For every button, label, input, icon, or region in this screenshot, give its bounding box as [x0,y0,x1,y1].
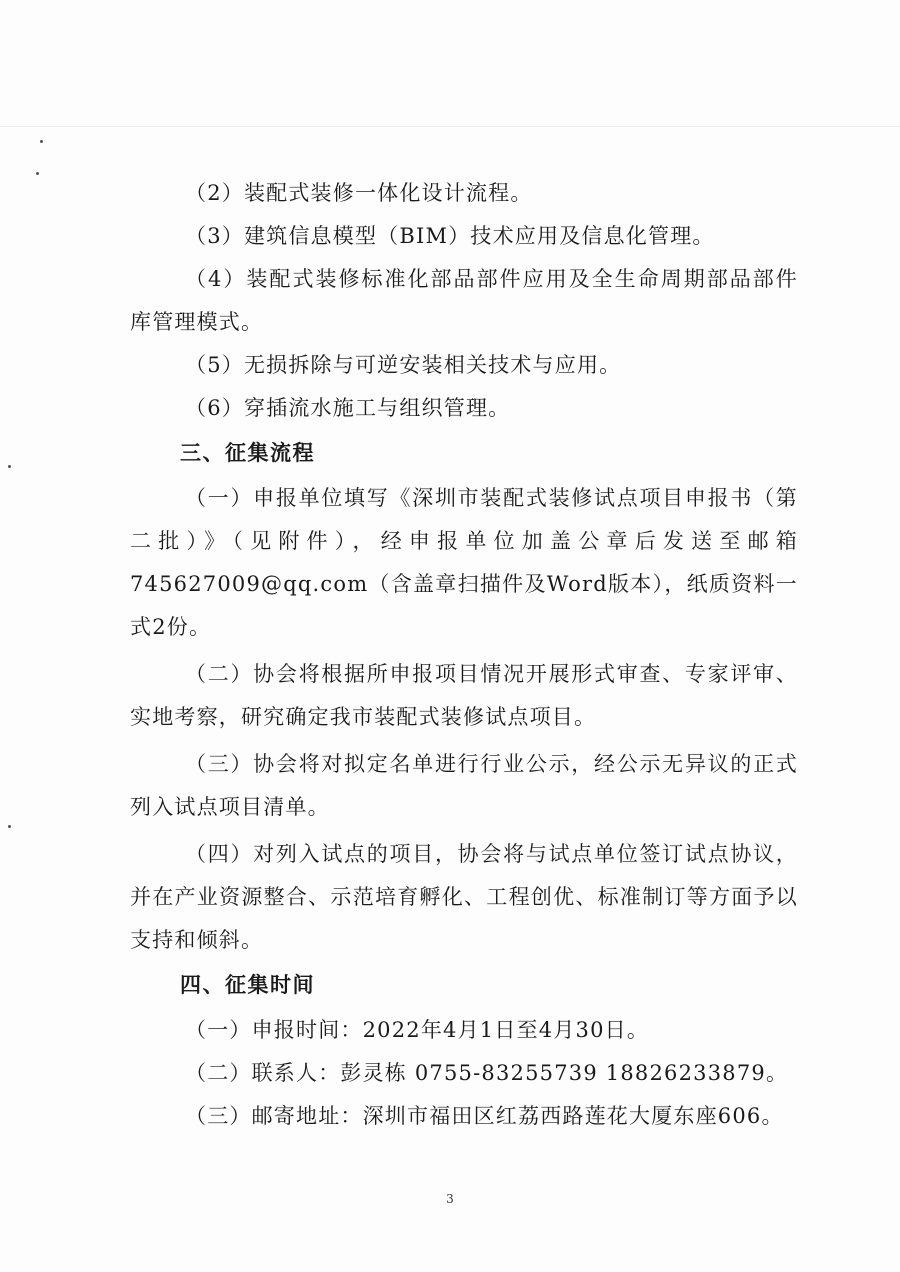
list-item: （2）装配式装修一体化设计流程。 [185,181,533,205]
section-heading: 三、征集流程 [180,441,315,465]
margin-dot [8,825,11,828]
paragraph: （三）邮寄地址：深圳市福田区红荔西路莲花大厦东座606。 [185,1104,784,1128]
page-number: 3 [446,1192,454,1206]
section-heading: 四、征集时间 [180,973,315,997]
paragraph: （二）协会将根据所申报项目情况开展形式审查、专家评审、实地考察，研究确定我市装配式装修试点项目。 [130,662,798,729]
document-body [130,172,798,1138]
list-item: （3）建筑信息模型（BIM）技术应用及信息化管理。 [185,224,715,248]
paragraph: （一）申报时间：2022年4月1日至4月30日。 [185,1018,650,1042]
paragraph: （四）对列入试点的项目，协会将与试点单位签订试点协议，并在产业资源整合、示范培育孵化、工程创优、标准制订等方面予以支持和倾斜。 [130,842,798,952]
paragraph: （二）联系人：彭灵栋 0755-83255739 18826233879。 [185,1061,789,1085]
margin-dot [36,172,39,175]
paragraph: （三）协会将对拟定名单进行行业公示，经公示无异议的正式列入试点项目清单。 [130,752,798,819]
list-item: （5）无损拆除与可逆安装相关技术与应用。 [185,353,622,377]
paragraph: （一）申报单位填写《深圳市装配式装修试点项目申报书（第二批）》（见附件），经申报单位加盖公章后发送至邮箱745627009@qq.com（含盖章扫描件及Word版本），纸质资料一式2份。 [130,486,798,639]
margin-dot [8,465,11,468]
list-item: （6）穿插流水施工与组织管理。 [185,396,511,420]
list-item: （4）装配式装修标准化部品部件应用及全生命周期部品部件库管理模式。 [130,267,798,334]
scan-divider [0,126,900,127]
margin-dot [40,140,43,143]
